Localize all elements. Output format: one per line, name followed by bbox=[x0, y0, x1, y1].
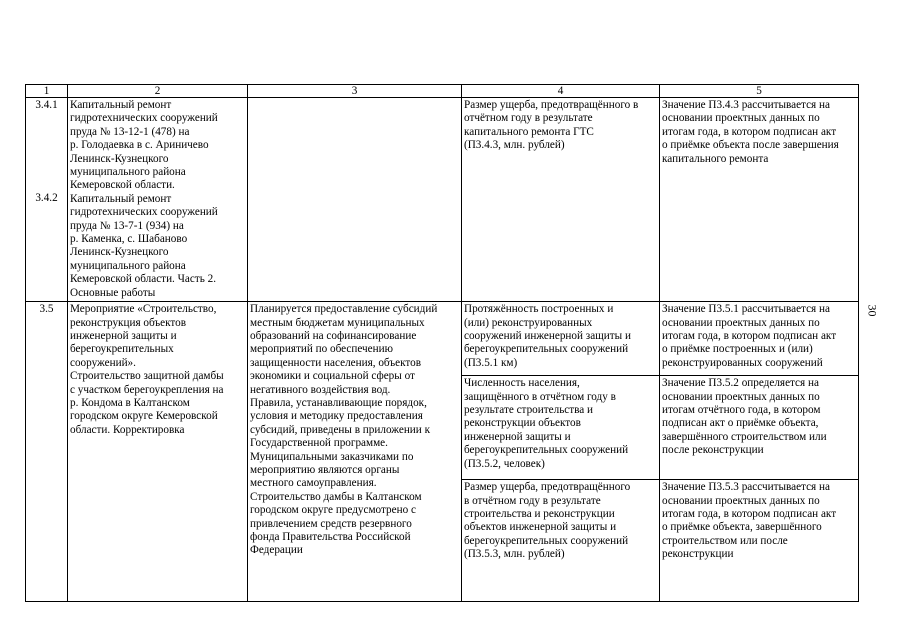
text-line: объектов инженерной защиты и bbox=[464, 521, 617, 534]
text-line: Размер ущерба, предотвращённого bbox=[464, 481, 631, 494]
table-row-3-5-1 bbox=[26, 302, 859, 376]
text-line: Значение П3.5.3 рассчитывается на bbox=[662, 481, 830, 494]
text-line: области. Корректировка bbox=[70, 423, 185, 436]
text-line: (П3.5.1 км) bbox=[464, 356, 518, 369]
text-line: пруда № 13-12-1 (478) на bbox=[70, 125, 190, 138]
text-line: Размер ущерба, предотвращённого в bbox=[464, 99, 639, 111]
table-row-3-4 bbox=[26, 98, 859, 302]
text-line: Капитальный ремонт bbox=[70, 99, 172, 111]
method-3-5-2 bbox=[660, 376, 859, 480]
text-line: привлечением средств резервного bbox=[250, 517, 412, 530]
text-line: гидротехнических сооружений bbox=[70, 206, 218, 219]
method-cell bbox=[660, 98, 859, 302]
text-line: основании проектных данных по bbox=[662, 316, 820, 329]
text-line: Планируется предоставление субсидий bbox=[250, 303, 438, 316]
text-line: экономики и социальной сферы от bbox=[250, 370, 415, 383]
description-3-5 bbox=[248, 302, 462, 602]
text-line: местным бюджетам муниципальных bbox=[250, 316, 425, 329]
text-line: в отчётном году в результате bbox=[464, 494, 601, 507]
text-line: основании проектных данных по bbox=[662, 112, 820, 125]
row-number-3-4-1: 3.4.1 bbox=[35, 99, 58, 111]
text-line: подписан акт о приёмке объекта, bbox=[662, 417, 819, 430]
text-line: отчётном году в результате bbox=[464, 112, 593, 125]
row-number-3-5: 3.5 bbox=[26, 302, 68, 602]
text-line: берегоукрепительных сооружений bbox=[464, 444, 629, 457]
activity-3-4-2 bbox=[70, 193, 245, 300]
page-number: 30 bbox=[865, 304, 880, 317]
text-line: Федерации bbox=[250, 544, 303, 557]
text-line: с участком берегоукрепления на bbox=[70, 383, 224, 396]
text-line: Строительство дамбы в Калтанском bbox=[250, 490, 422, 503]
text-line: р. Каменка, с. Шабаново bbox=[70, 233, 188, 246]
text-line: мероприятий по обеспечению bbox=[250, 343, 393, 356]
text-line: Кемеровской области. bbox=[70, 179, 175, 192]
text-line: субсидий, приведены в приложении к bbox=[250, 423, 431, 436]
text-line: гидротехнических сооружений bbox=[70, 112, 218, 125]
text-line: Значение П3.4.3 рассчитывается на bbox=[662, 99, 830, 111]
text-line: Основные работы bbox=[70, 286, 156, 299]
text-line: (или) реконструированных bbox=[464, 316, 593, 329]
text-line: сооружений инженерной защиты и bbox=[464, 329, 631, 342]
text-line: городском округе предусмотрено с bbox=[250, 504, 416, 517]
text-line: (П3.4.3, млн. рублей) bbox=[464, 139, 565, 152]
text-line: капитального ремонта bbox=[662, 152, 769, 165]
text-line: Ленинск-Кузнецкого bbox=[70, 152, 169, 165]
text-line: о приёмке построенных и (или) bbox=[662, 343, 813, 356]
text-line: берегоукрепительных сооружений bbox=[464, 343, 629, 356]
text-line: Ленинск-Кузнецкого bbox=[70, 246, 169, 259]
indicator-3-5-1 bbox=[462, 302, 660, 376]
text-line: Кемеровской области. Часть 2. bbox=[70, 273, 217, 286]
text-line: муниципального района bbox=[70, 166, 186, 179]
description-cell bbox=[248, 98, 462, 302]
text-line: основании проектных данных по bbox=[662, 494, 820, 507]
text-line: защищённого в отчётном году в bbox=[464, 390, 616, 403]
text-line: Строительство защитной дамбы bbox=[70, 370, 224, 383]
text-line: Муниципальными заказчиками по bbox=[250, 450, 414, 463]
text-line: Значение П3.5.1 рассчитывается на bbox=[662, 303, 830, 316]
text-line: реконструкции bbox=[662, 548, 734, 561]
text-line: Численность населения, bbox=[464, 377, 580, 390]
activity-3-4-1 bbox=[70, 99, 245, 193]
text-line: муниципального района bbox=[70, 259, 186, 272]
text-line: (П3.5.2, человек) bbox=[464, 457, 545, 470]
text-line: завершённого строительством или bbox=[662, 430, 827, 443]
text-line: Капитальный ремонт bbox=[70, 192, 172, 205]
spacer bbox=[28, 112, 65, 192]
header-row bbox=[26, 85, 859, 98]
indicator-3-4-3 bbox=[464, 99, 657, 153]
program-table bbox=[25, 84, 859, 602]
text-line: итогам года, в котором подписан акт bbox=[662, 329, 837, 342]
text-line: о приёмке объекта, завершённого bbox=[662, 521, 822, 534]
row-number-cell bbox=[26, 98, 68, 302]
text-line: о приёмке объекта после завершения bbox=[662, 139, 839, 152]
indicator-cell bbox=[462, 98, 660, 302]
text-line: местного самоуправления. bbox=[250, 477, 377, 490]
text-line: после реконструкции bbox=[662, 444, 764, 457]
text-line: пруда № 13-7-1 (934) на bbox=[70, 219, 184, 232]
text-line: городском округе Кемеровской bbox=[70, 410, 218, 423]
text-line: реконструкции объектов bbox=[464, 417, 581, 430]
text-line: инженерной защиты и bbox=[70, 329, 177, 342]
header-cell-2: 2 bbox=[68, 85, 248, 98]
text-line: капитального ремонта ГТС bbox=[464, 125, 594, 138]
method-3-4-3 bbox=[662, 99, 856, 166]
text-line: итогам отчётного года, в котором bbox=[662, 403, 821, 416]
text-line: условия и методику предоставления bbox=[250, 410, 423, 423]
text-line: сооружений». bbox=[70, 356, 136, 369]
text-line: Государственной программе. bbox=[250, 437, 388, 450]
text-line: Значение П3.5.2 определяется на bbox=[662, 377, 819, 390]
text-line: негативного воздействия вод. bbox=[250, 383, 391, 396]
text-line: защищенности населения, объектов bbox=[250, 356, 421, 369]
text-line: строительства и реконструкции bbox=[464, 507, 615, 520]
header-cell-1: 1 bbox=[26, 85, 68, 98]
text-line: Протяжённость построенных и bbox=[464, 303, 614, 316]
row-number-3-4-2: 3.4.2 bbox=[35, 192, 58, 205]
text-line: образований на софинансирование bbox=[250, 329, 417, 342]
text-line: Мероприятие «Строительство, bbox=[70, 303, 217, 316]
text-line: реконструированных сооружений bbox=[662, 356, 823, 369]
text-line: (П3.5.3, млн. рублей) bbox=[464, 548, 565, 561]
text-line: основании проектных данных по bbox=[662, 390, 820, 403]
method-3-5-1 bbox=[660, 302, 859, 376]
text-line: результате строительства и bbox=[464, 403, 594, 416]
header-cell-5: 5 bbox=[660, 85, 859, 98]
text-line: мероприятию являются органы bbox=[250, 463, 400, 476]
text-line: р. Кондома в Калтанском bbox=[70, 396, 190, 409]
text-line: берегоукрепительных bbox=[70, 343, 174, 356]
header-cell-3: 3 bbox=[248, 85, 462, 98]
text-line: Правила, устанавливающие порядок, bbox=[250, 396, 427, 409]
activity-cell bbox=[68, 98, 248, 302]
text-line: инженерной защиты и bbox=[464, 430, 571, 443]
activity-3-5 bbox=[68, 302, 248, 602]
text-line: строительством или после bbox=[662, 534, 788, 547]
text-line: берегоукрепительных сооружений bbox=[464, 534, 629, 547]
text-line: фонда Правительства Российской bbox=[250, 531, 411, 543]
text-line: итогам года, в котором подписан акт bbox=[662, 125, 837, 138]
method-3-5-3 bbox=[660, 480, 859, 602]
header-cell-4: 4 bbox=[462, 85, 660, 98]
text-line: реконструкция объектов bbox=[70, 316, 187, 329]
indicator-3-5-3 bbox=[462, 480, 660, 602]
text-line: итогам года, в котором подписан акт bbox=[662, 507, 837, 520]
text-line: р. Голодаевка в с. Ариничево bbox=[70, 139, 209, 152]
indicator-3-5-2 bbox=[462, 376, 660, 480]
